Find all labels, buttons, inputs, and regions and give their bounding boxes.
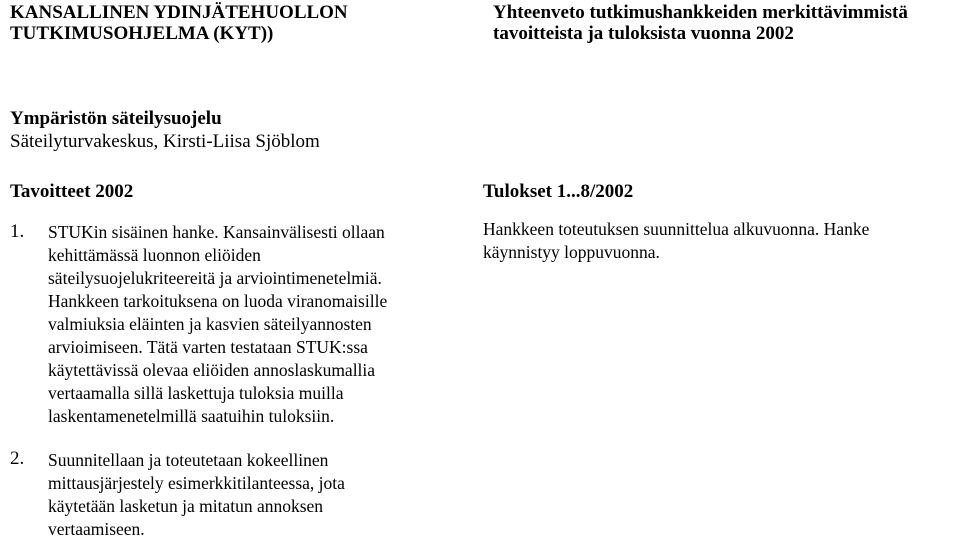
report-title-line1: Yhteenveto tutkimushankkeiden merkittävimmistä: [493, 2, 908, 23]
goal-1-line: Hankkeen tarkoituksena on luoda viranomaisille: [48, 291, 388, 311]
results-heading: Tulokset 1...8/2002: [483, 181, 634, 202]
goal-1-line: käytettävissä olevaa eliöiden annoslaskumallia: [48, 360, 376, 380]
goal-1-number: 1.: [10, 221, 25, 242]
project-title: Ympäristön säteilysuojelu: [10, 108, 222, 129]
goal-2-text: [48, 449, 448, 541]
goal-1-line: arvioimiseen. Tätä varten testataan STUK:ssa: [48, 337, 368, 357]
results-line: käynnistyy loppuvuonna.: [483, 242, 660, 262]
goal-2-line: käytetään lasketun ja mitatun annoksen: [48, 496, 324, 516]
results-line: Hankkeen toteutuksen suunnittelua alkuvuonna. Hanke: [483, 219, 870, 239]
goal-1-line: säteilysuojelukriteereitä ja arviointimenetelmiä.: [48, 268, 382, 288]
project-authors: Säteilyturvakeskus, Kirsti-Liisa Sjöblom: [10, 131, 320, 152]
program-name-line1: KANSALLINEN YDINJÄTEHUOLLON: [10, 2, 348, 23]
results-text: [483, 218, 943, 264]
goals-heading: Tavoitteet 2002: [10, 181, 134, 202]
goal-2-line: vertaamiseen.: [48, 519, 145, 539]
program-name-line2: TUTKIMUSOHJELMA (KYT)): [10, 23, 274, 44]
goal-1-line: valmiuksia eläinten ja kasvien säteilyannosten: [48, 314, 372, 334]
goal-1-line: kehittämässä luonnon eliöiden: [48, 245, 261, 265]
report-title-line2: tavoitteista ja tuloksista vuonna 2002: [493, 23, 794, 44]
goal-2-line: mittausjärjestely esimerkkitilanteessa, jota: [48, 473, 345, 493]
goal-2-number: 2.: [10, 448, 25, 469]
goal-1-text: [48, 221, 448, 428]
goal-1-line: vertaamalla sillä laskettuja tuloksia muilla: [48, 383, 344, 403]
goal-1-line: laskentamenetelmillä saatuihin tuloksiin.: [48, 406, 335, 426]
goal-2-line: Suunnitellaan ja toteutetaan kokeellinen: [48, 450, 329, 470]
goal-1-line: STUKin sisäinen hanke. Kansainvälisesti ollaan: [48, 222, 385, 242]
